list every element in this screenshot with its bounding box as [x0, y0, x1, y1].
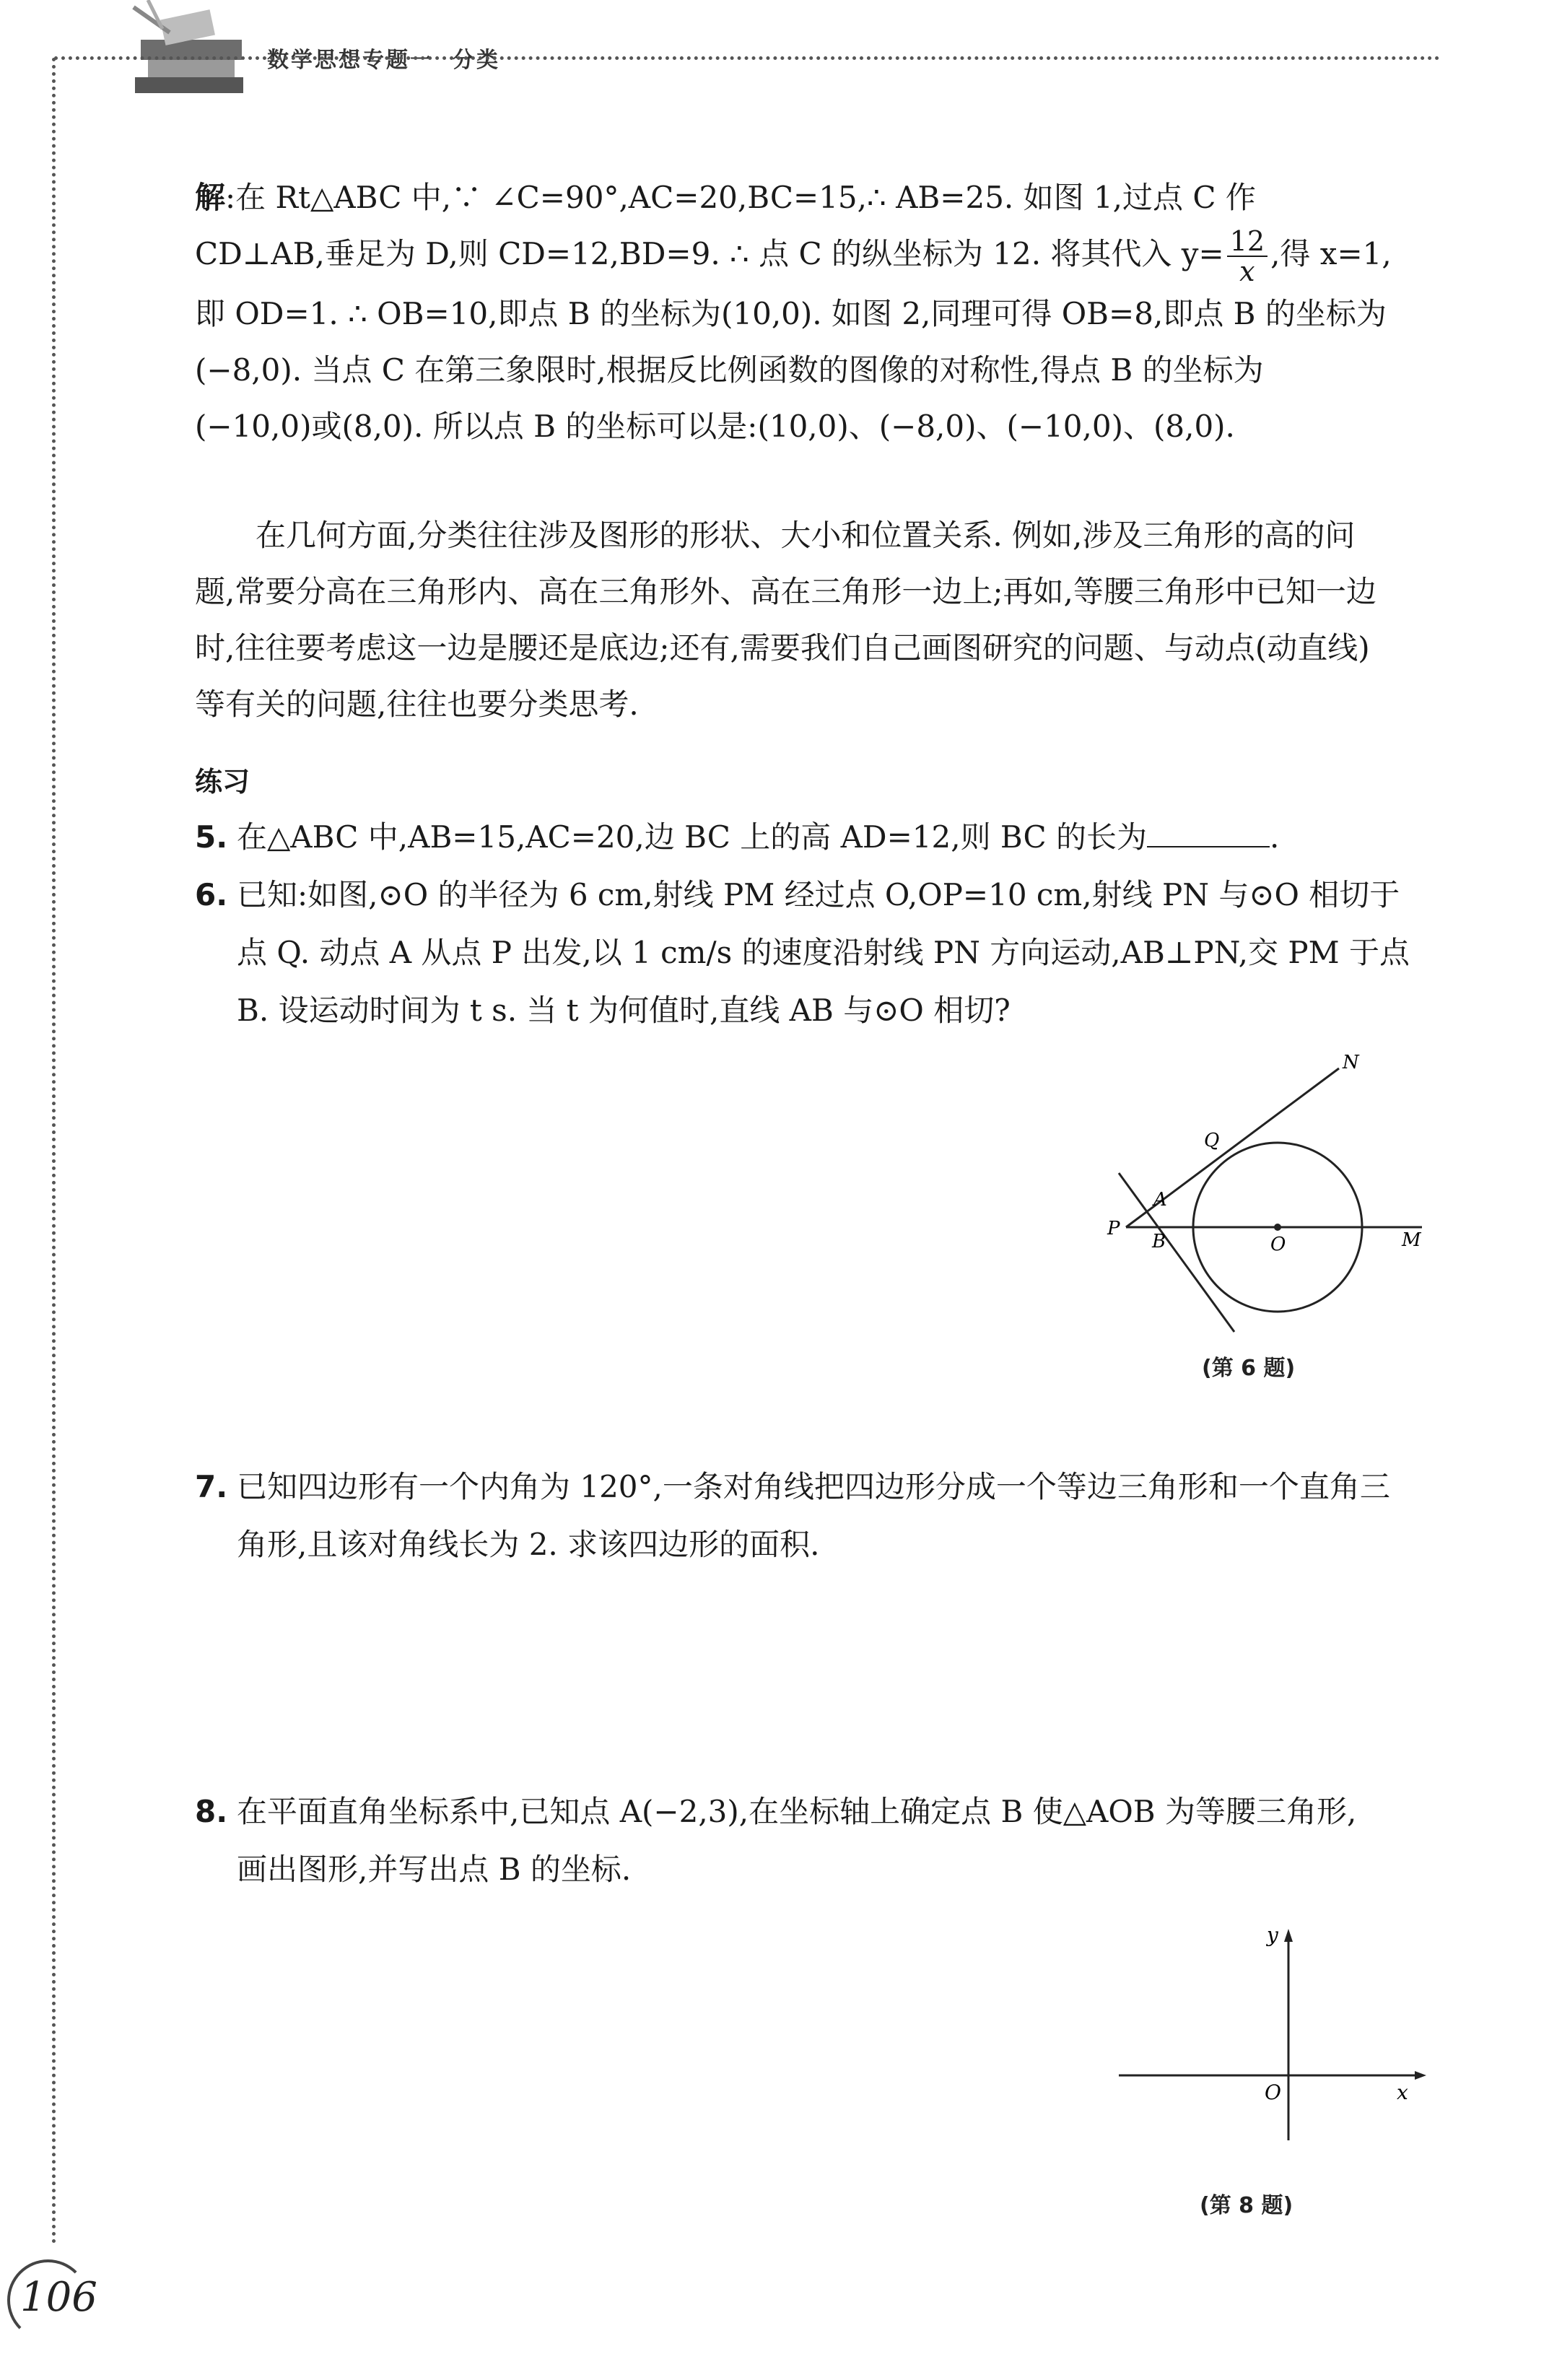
- question-number: 5.: [195, 819, 228, 855]
- question-7: [195, 1458, 1451, 1574]
- paragraph-line-3: 时,往往要考虑这一边是腰还是底边;还有,需要我们自己画图研究的问题、与动点(动直线): [195, 630, 1370, 666]
- figure-8-coordinate-axes: [1104, 1913, 1451, 2151]
- y-axis-arrow-icon: [1284, 1929, 1293, 1942]
- solution-line-3: 即 OD=1. ∴ OB=10,即点 B 的坐标为(10,0). 如图 2,同理可得 OB=8,即点 B 的坐标为: [195, 296, 1387, 331]
- figure-6-diagram: [1104, 1054, 1465, 1343]
- header-title-sub: 分类: [453, 48, 500, 73]
- label-p: P: [1107, 1218, 1120, 1239]
- question-number: 7.: [195, 1469, 228, 1504]
- label-m: M: [1402, 1229, 1421, 1251]
- paragraph-line-4: 等有关的问题,往往也要分类思考.: [195, 686, 639, 722]
- solution-block: [195, 170, 1444, 455]
- label-origin: O: [1265, 2080, 1281, 2104]
- label-o: O: [1270, 1234, 1286, 1255]
- figure-6-caption: (第 6 题): [1202, 1356, 1296, 1381]
- question-number: 8.: [195, 1794, 228, 1829]
- paragraph-line-2: 题,常要分高在三角形内、高在三角形外、高在三角形一边上;再如,等腰三角形中已知一边: [195, 574, 1376, 609]
- solution-line-2: CD⊥AB,垂足为 D,则 CD=12,BD=9. ∴ 点 C 的纵坐标为 12. 将其代入 y=: [195, 236, 1224, 271]
- question-7-line-2: 角形,且该对角线长为 2. 求该四边形的面积.: [237, 1527, 820, 1562]
- fraction-12-over-x: [1227, 227, 1268, 286]
- explanation-paragraph: [195, 507, 1444, 733]
- header-title-main: 数学思想专题一: [267, 48, 434, 73]
- question-5: [195, 808, 1451, 866]
- line-ab: [1119, 1173, 1234, 1332]
- solution-line-5: (−10,0)或(8,0). 所以点 B 的坐标可以是:(10,0)、(−8,0)、(−10,0)、(8,0).: [195, 409, 1235, 444]
- label-y: y: [1267, 1923, 1278, 1947]
- center-point-o: [1274, 1224, 1281, 1231]
- book-stack-logo-icon: [119, 0, 263, 101]
- fraction-denominator: x: [1239, 256, 1255, 287]
- solution-line-1: :在 Rt△ABC 中,∵ ∠C=90°,AC=20,BC=15,∴ AB=25. 如图 1,过点 C 作: [225, 180, 1256, 215]
- page-number: 106: [20, 2274, 97, 2321]
- figure-8-caption: (第 8 题): [1200, 2193, 1293, 2218]
- label-x: x: [1397, 2080, 1408, 2104]
- question-number: 6.: [195, 877, 228, 912]
- solution-line-2b: ,得 x=1,: [1270, 236, 1392, 271]
- x-axis-arrow-icon: [1415, 2071, 1426, 2080]
- section-title: 练习: [195, 766, 250, 798]
- solution-line-4: (−8,0). 当点 C 在第三象限时,根据反比例函数的图像的对称性,得点 B 的坐标为: [195, 352, 1264, 388]
- answer-blank[interactable]: [1147, 821, 1270, 847]
- paragraph-line-1: 在几何方面,分类往往涉及图形的形状、大小和位置关系. 例如,涉及三角形的高的问: [256, 518, 1356, 553]
- question-8-line-2: 画出图形,并写出点 B 的坐标.: [237, 1852, 632, 1887]
- label-a: A: [1153, 1189, 1167, 1211]
- question-5-end: .: [1270, 819, 1280, 855]
- solution-label: 解: [195, 180, 226, 215]
- question-8: [195, 1783, 1451, 1899]
- header-dotted-rule: [54, 56, 1440, 60]
- question-6-line-2: 点 Q. 动点 A 从点 P 出发,以 1 cm/s 的速度沿射线 PN 方向运动,AB⊥PN,交 PM 于点: [237, 935, 1410, 970]
- question-6: [195, 866, 1451, 1039]
- question-8-line-1: 在平面直角坐标系中,已知点 A(−2,3),在坐标轴上确定点 B 使△AOB 为等腰三角形,: [237, 1794, 1357, 1829]
- label-q: Q: [1204, 1130, 1220, 1151]
- left-dotted-rule: [52, 58, 56, 2245]
- label-b: B: [1152, 1231, 1166, 1252]
- question-6-line-3: B. 设运动时间为 t s. 当 t 为何值时,直线 AB 与⊙O 相切?: [237, 993, 1011, 1028]
- question-5-text: 在△ABC 中,AB=15,AC=20,边 BC 上的高 AD=12,则 BC 的长为: [237, 819, 1148, 855]
- fraction-numerator: 12: [1227, 227, 1268, 257]
- label-n: N: [1343, 1054, 1359, 1073]
- question-6-line-1: 已知:如图,⊙O 的半径为 6 cm,射线 PM 经过点 O,OP=10 cm,射线 PN 与⊙O 相切于: [237, 877, 1400, 912]
- question-7-line-1: 已知四边形有一个内角为 120°,一条对角线把四边形分成一个等边三角形和一个直角三: [237, 1469, 1390, 1504]
